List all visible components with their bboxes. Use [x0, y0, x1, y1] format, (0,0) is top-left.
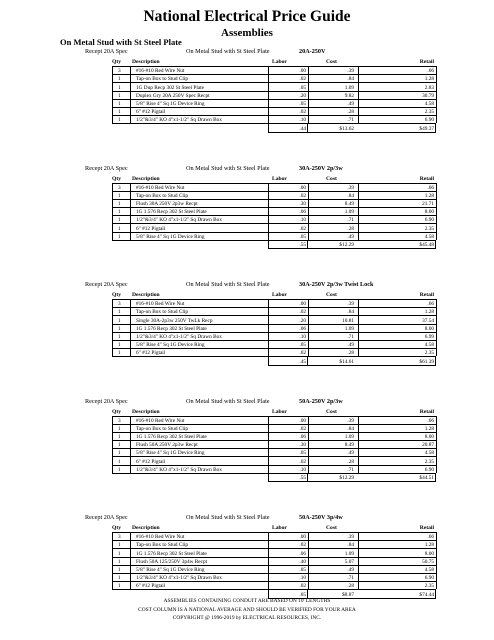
column-headers: [112, 525, 436, 531]
total-retail: $49.37: [419, 125, 434, 132]
item-cost: .39: [347, 301, 354, 308]
total-retail: $45.48: [419, 242, 434, 248]
assembly-mounting: On Metal Stud with St Steel Plate: [186, 281, 270, 288]
item-cost: .39: [347, 417, 354, 424]
item-cost: .39: [347, 68, 354, 75]
item-retail: 4.58: [424, 233, 434, 240]
column-headers: [112, 409, 436, 415]
item-cost: .28: [347, 583, 354, 590]
column-header-retail: Retail: [419, 59, 434, 65]
item-qty: 1: [118, 558, 121, 565]
item-labor: .10: [299, 117, 306, 124]
item-description: 1/2"&3/4" KO 4"x1-1/2" Sq Drawn Box: [136, 217, 222, 224]
table-row: [112, 574, 436, 582]
item-labor: .05: [299, 342, 306, 349]
column-header-cost: Cost: [326, 408, 337, 415]
item-qty: 1: [118, 76, 121, 83]
item-retail: 8.00: [424, 325, 434, 332]
item-labor: .20: [299, 317, 306, 324]
item-labor: .05: [299, 233, 306, 240]
item-retail: 6.99: [424, 333, 434, 340]
item-description: Duplex Gry 20A 250V Spec Recpt: [136, 92, 210, 99]
item-labor: .02: [299, 425, 306, 432]
table-row: [112, 224, 436, 232]
assembly-section: [0, 165, 494, 282]
total-row: [112, 474, 436, 482]
item-description: 1/2"&3/4" KO 4"x1-1/2" Sq Drawn Box: [136, 117, 222, 124]
item-description: Tap-on Box to Stud Clip: [136, 192, 189, 199]
item-retail: 2.35: [424, 583, 434, 590]
item-qty: 1: [118, 550, 121, 557]
column-header-retail: Retail: [419, 292, 434, 298]
item-cost: .71: [347, 117, 354, 124]
item-labor: .10: [299, 217, 306, 224]
total-row: [112, 124, 436, 132]
item-cost: .71: [347, 333, 354, 340]
page-title: National Electrical Price Guide: [143, 8, 351, 25]
item-qty: 1: [118, 317, 121, 324]
table-row: [112, 308, 436, 316]
item-cost: 1.09: [344, 550, 354, 557]
item-description: Tap-on Box to Stud Clip: [136, 309, 189, 316]
item-description: #16-#10 Red Wire Nut: [136, 301, 185, 308]
item-retail: .66: [427, 184, 434, 191]
table-row: [112, 92, 436, 100]
item-retail: 1.28: [424, 76, 434, 83]
item-cost: 1.09: [344, 434, 354, 441]
item-retail: 4.58: [424, 342, 434, 349]
column-header-cost: Cost: [326, 292, 337, 298]
page-subtitle: Assemblies: [221, 27, 273, 39]
assembly-spec: Recept 20A Spec: [85, 164, 128, 172]
item-labor: .10: [299, 333, 306, 340]
item-labor: .02: [299, 192, 306, 199]
items-table: [112, 299, 436, 366]
item-description: #16-#10 Red Wire Nut: [136, 534, 185, 541]
column-header-qty: Qty: [112, 175, 122, 182]
items-table: [112, 532, 436, 599]
item-qty: 1: [118, 233, 121, 240]
item-retail: .66: [427, 301, 434, 308]
assembly-mounting: On Metal Stud with St Steel Plate: [186, 514, 270, 521]
items-table: [112, 183, 436, 250]
assembly-rating: 30A-250V 2p/3w: [299, 164, 343, 172]
item-qty: 1: [118, 434, 121, 441]
total-row: [112, 241, 436, 249]
total-retail: $74.44: [419, 591, 434, 598]
table-row: [112, 541, 436, 549]
item-retail: 8.00: [424, 209, 434, 216]
column-header-cost: Cost: [326, 525, 337, 531]
assembly-mounting: On Metal Stud with St Steel Plate: [186, 48, 270, 55]
item-description: #16-#10 Red Wire Nut: [136, 68, 185, 75]
footer-notes: [0, 597, 494, 623]
item-retail: 20.87: [422, 442, 434, 449]
item-qty: 1: [118, 309, 121, 316]
total-cost: $12.29: [339, 242, 354, 248]
total-labor: .55: [299, 242, 306, 248]
items-table: [112, 66, 436, 133]
column-header-qty: Qty: [112, 292, 122, 298]
table-row: [112, 449, 436, 457]
item-qty: 1: [118, 225, 121, 232]
item-description: 1G 1.576 Recp 302 St Steel Plate: [136, 550, 207, 557]
item-labor: .20: [299, 92, 306, 99]
item-retail: 1.28: [424, 425, 434, 432]
item-labor: .30: [299, 201, 306, 208]
item-qty: 1: [118, 325, 121, 332]
item-retail: 6.90: [424, 466, 434, 473]
table-row: [112, 333, 436, 341]
item-description: Flush 50A 125/250V 3p4w Recpt: [136, 558, 208, 565]
assembly-rating: 50A-250V 2p/3w: [299, 397, 343, 405]
item-qty: 1: [118, 209, 121, 216]
item-description: 1/2"&3/4" KO 4"x1-1/2" Sq Drawn Box: [136, 575, 222, 582]
item-cost: 8.49: [344, 442, 354, 449]
table-row: [112, 582, 436, 590]
column-header-desc: Description: [132, 408, 160, 415]
item-cost: .71: [347, 217, 354, 224]
item-labor: .10: [299, 575, 306, 582]
assembly-header: [0, 165, 494, 174]
footer-line-cost: COST COLUMN IS A NATIONAL AVERAGE AND SHOULD BE VERIFIED FOR YOUR AREA: [138, 606, 356, 613]
item-cost: .84: [347, 425, 354, 432]
item-description: 5/8" Rise 4" Sq 1G Device Ring: [136, 566, 205, 573]
table-row: [112, 341, 436, 349]
table-row: [112, 192, 436, 200]
item-description: 1G 1.576 Recp 302 St Steel Plate: [136, 325, 207, 332]
item-description: Tap-on Box to Stud Clip: [136, 542, 189, 549]
item-labor: .30: [299, 442, 306, 449]
assembly-section: [0, 398, 494, 515]
total-cost: $12.29: [339, 475, 354, 481]
item-labor: .02: [299, 350, 306, 357]
table-row: [112, 216, 436, 224]
footer-line-copyright: COPYRIGHT @ 1996-2019 by ELECTRICAL RESOURCES, INC.: [172, 615, 322, 622]
table-row: [112, 75, 436, 83]
table-row: [112, 208, 436, 216]
item-qty: 1: [118, 450, 121, 457]
item-labor: .02: [299, 309, 306, 316]
table-row: [112, 566, 436, 574]
column-header-labor: Labor: [272, 525, 287, 531]
item-cost: .71: [347, 466, 354, 473]
item-description: 5/8" Rise 4" Sq 1G Device Ring: [136, 100, 205, 107]
item-retail: 4.58: [424, 450, 434, 457]
item-retail: 2.35: [424, 109, 434, 116]
table-row: [112, 83, 436, 91]
table-row: [112, 533, 436, 541]
item-cost: .84: [347, 309, 354, 316]
item-cost: 1.09: [344, 325, 354, 332]
item-description: Single 30A-2p3w 250V TwLk Recp: [136, 317, 213, 324]
item-retail: 2.35: [424, 458, 434, 465]
section-title: On Metal Stud with St Steel Plate: [60, 37, 182, 47]
item-cost: 5.07: [344, 558, 354, 565]
item-retail: 6.90: [424, 575, 434, 582]
item-retail: 30.79: [422, 92, 434, 99]
table-row: [112, 100, 436, 108]
item-retail: 8.00: [424, 550, 434, 557]
total-labor: .55: [299, 475, 306, 481]
column-header-qty: Qty: [112, 525, 122, 531]
assembly-header: [0, 514, 494, 523]
item-labor: .06: [299, 325, 306, 332]
table-row: [112, 466, 436, 474]
assembly-rating: 50A-250V 3p/4w: [299, 514, 343, 521]
item-cost: .49: [347, 450, 354, 457]
item-description: #16-#10 Red Wire Nut: [136, 184, 185, 191]
column-header-desc: Description: [132, 292, 160, 298]
assembly-mounting: On Metal Stud with St Steel Plate: [186, 164, 270, 172]
footer-line-conduit: ASSEMBLIES CONTAINING CONDUIT ARE BASED ON 10' LENGTHS: [163, 598, 331, 604]
item-qty: 3: [118, 534, 121, 541]
column-header-labor: Labor: [272, 408, 287, 415]
item-retail: 2.35: [424, 350, 434, 357]
assembly-mounting: On Metal Stud with St Steel Plate: [186, 397, 270, 405]
item-qty: 1: [118, 350, 121, 357]
item-labor: .00: [299, 417, 306, 424]
item-cost: .84: [347, 192, 354, 199]
item-description: #16-#10 Red Wire Nut: [136, 417, 185, 424]
item-retail: 50.75: [422, 558, 434, 565]
item-cost: .71: [347, 575, 354, 582]
item-qty: 1: [118, 201, 121, 208]
item-labor: .02: [299, 76, 306, 83]
table-row: [112, 433, 436, 441]
item-labor: .00: [299, 534, 306, 541]
item-cost: .28: [347, 350, 354, 357]
column-header-labor: Labor: [272, 175, 287, 182]
item-retail: 1.28: [424, 542, 434, 549]
item-qty: 1: [118, 425, 121, 432]
item-labor: .06: [299, 209, 306, 216]
item-labor: .05: [299, 566, 306, 573]
item-qty: 1: [118, 217, 121, 224]
total-labor: .45: [299, 358, 306, 365]
item-qty: 1: [118, 466, 121, 473]
assembly-spec: Recept 20A Spec: [85, 514, 128, 521]
item-qty: 3: [118, 417, 121, 424]
table-row: [112, 316, 436, 324]
column-header-cost: Cost: [326, 59, 337, 65]
column-header-cost: Cost: [326, 175, 337, 182]
table-row: [112, 417, 436, 425]
assembly-sections: [0, 48, 494, 631]
item-labor: .06: [299, 550, 306, 557]
item-labor: .00: [299, 184, 306, 191]
total-retail: $44.51: [419, 475, 434, 481]
item-description: 5/8" Rise 4" Sq 1G Device Ring: [136, 233, 205, 240]
assembly-spec: Recept 20A Spec: [85, 281, 128, 288]
item-cost: .49: [347, 566, 354, 573]
item-description: 6" #12 Pigtail: [136, 458, 166, 465]
item-retail: 6.90: [424, 217, 434, 224]
total-labor: .44: [299, 125, 306, 132]
table-row: [112, 549, 436, 557]
item-description: Tap-on Box to Stud Clip: [136, 425, 189, 432]
item-qty: 1: [118, 342, 121, 349]
item-retail: .66: [427, 534, 434, 541]
item-cost: .39: [347, 184, 354, 191]
item-retail: 1.28: [424, 192, 434, 199]
item-qty: 1: [118, 583, 121, 590]
item-cost: 9.82: [344, 92, 354, 99]
table-row: [112, 184, 436, 192]
total-labor: .65: [299, 591, 306, 598]
item-description: 1/2"&3/4" KO 4"x1-1/2" Sq Drawn Box: [136, 333, 222, 340]
item-cost: .49: [347, 233, 354, 240]
item-retail: 1.28: [424, 309, 434, 316]
item-cost: .49: [347, 342, 354, 349]
column-header-desc: Description: [132, 525, 160, 531]
item-cost: 10.81: [342, 317, 354, 324]
assembly-section: [0, 48, 494, 165]
table-row: [112, 200, 436, 208]
assembly-header: [0, 398, 494, 407]
item-qty: 1: [118, 542, 121, 549]
total-cost: $14.61: [339, 358, 354, 365]
item-qty: 1: [118, 192, 121, 199]
item-labor: .06: [299, 434, 306, 441]
item-description: 6" #12 Pigtail: [136, 583, 166, 590]
item-cost: 1.09: [344, 84, 354, 91]
item-cost: .28: [347, 225, 354, 232]
table-row: [112, 457, 436, 465]
table-row: [112, 325, 436, 333]
assembly-rating: 30A-250V 2p/3w Twist Lock: [299, 281, 374, 288]
table-row: [112, 108, 436, 116]
table-row: [112, 558, 436, 566]
item-labor: .10: [299, 466, 306, 473]
item-description: Tap-on Box to Stud Clip: [136, 76, 189, 83]
item-description: 6" #12 Pigtail: [136, 225, 166, 232]
item-retail: 2.35: [424, 225, 434, 232]
item-qty: 3: [118, 301, 121, 308]
item-qty: 1: [118, 117, 121, 124]
item-retail: 37.54: [422, 317, 434, 324]
item-description: Flush 50A 250V 2p3w Recpt: [136, 442, 198, 449]
table-row: [112, 300, 436, 308]
column-headers: [112, 59, 436, 65]
total-cost: $13.62: [339, 125, 354, 132]
item-qty: 1: [118, 333, 121, 340]
item-labor: .02: [299, 109, 306, 116]
item-cost: .84: [347, 76, 354, 83]
item-description: Flush 30A 250V 2p3w Recpt: [136, 201, 198, 208]
item-qty: 1: [118, 442, 121, 449]
item-retail: 21.71: [422, 201, 434, 208]
item-qty: 1: [118, 575, 121, 582]
table-row: [112, 233, 436, 241]
item-cost: 1.09: [344, 209, 354, 216]
item-description: 5/8" Rise 4" Sq 1G Device Ring: [136, 450, 205, 457]
item-cost: 8.49: [344, 201, 354, 208]
assembly-header: [0, 281, 494, 290]
item-qty: 1: [118, 458, 121, 465]
item-retail: 6.90: [424, 117, 434, 124]
item-retail: .66: [427, 68, 434, 75]
column-header-desc: Description: [132, 175, 160, 182]
column-header-retail: Retail: [419, 408, 434, 415]
table-row: [112, 349, 436, 357]
column-header-labor: Labor: [272, 292, 287, 298]
item-description: 6" #12 Pigtail: [136, 109, 166, 116]
item-cost: .39: [347, 534, 354, 541]
item-qty: 1: [118, 100, 121, 107]
item-retail: 2.83: [424, 84, 434, 91]
item-retail: .66: [427, 417, 434, 424]
items-table: [112, 416, 436, 483]
item-qty: 1: [118, 92, 121, 99]
item-labor: .00: [299, 68, 306, 75]
item-description: 6" #12 Pigtail: [136, 350, 166, 357]
item-cost: .84: [347, 542, 354, 549]
total-row: [112, 357, 436, 365]
item-qty: 3: [118, 68, 121, 75]
item-description: 1G 1.576 Recp 302 St Steel Plate: [136, 209, 207, 216]
item-labor: .00: [299, 301, 306, 308]
table-row: [112, 425, 436, 433]
assembly-spec: Recept 20A Spec: [85, 397, 128, 405]
assembly-spec: Recept 20A Spec: [85, 48, 128, 55]
table-row: [112, 441, 436, 449]
column-header-retail: Retail: [419, 175, 434, 182]
column-header-qty: Qty: [112, 59, 122, 65]
assembly-section: [0, 281, 494, 398]
assembly-rating: 20A-250V: [299, 48, 326, 55]
item-cost: .28: [347, 109, 354, 116]
item-description: 1/2"&3/4" KO 4"x1-1/2" Sq Drawn Box: [136, 466, 222, 473]
item-labor: .02: [299, 542, 306, 549]
column-header-labor: Labor: [272, 59, 287, 65]
table-row: [112, 67, 436, 75]
item-qty: 1: [118, 109, 121, 116]
item-retail: 4.58: [424, 100, 434, 107]
item-retail: 8.00: [424, 434, 434, 441]
item-qty: 1: [118, 84, 121, 91]
item-qty: 3: [118, 184, 121, 191]
item-labor: .02: [299, 225, 306, 232]
column-headers: [112, 176, 436, 182]
item-cost: .28: [347, 458, 354, 465]
item-retail: 4.58: [424, 566, 434, 573]
column-header-desc: Description: [132, 59, 160, 65]
item-labor: .05: [299, 84, 306, 91]
item-labor: .40: [299, 558, 306, 565]
total-retail: $61.39: [419, 358, 434, 365]
item-cost: .49: [347, 100, 354, 107]
assembly-header: [0, 48, 494, 57]
item-qty: 1: [118, 566, 121, 573]
item-description: 1G 1.576 Recp 302 St Steel Plate: [136, 434, 207, 441]
item-labor: .02: [299, 583, 306, 590]
item-labor: .05: [299, 450, 306, 457]
total-cost: $8.87: [342, 591, 354, 598]
column-header-qty: Qty: [112, 408, 122, 415]
item-labor: .02: [299, 458, 306, 465]
column-header-retail: Retail: [419, 525, 434, 531]
column-headers: [112, 292, 436, 298]
table-row: [112, 116, 436, 124]
item-labor: .05: [299, 100, 306, 107]
item-description: 1G Dup Recp 302 St Steel Plate: [136, 84, 204, 91]
item-description: 5/8" Rise 4" Sq 1G Device Ring: [136, 342, 205, 349]
